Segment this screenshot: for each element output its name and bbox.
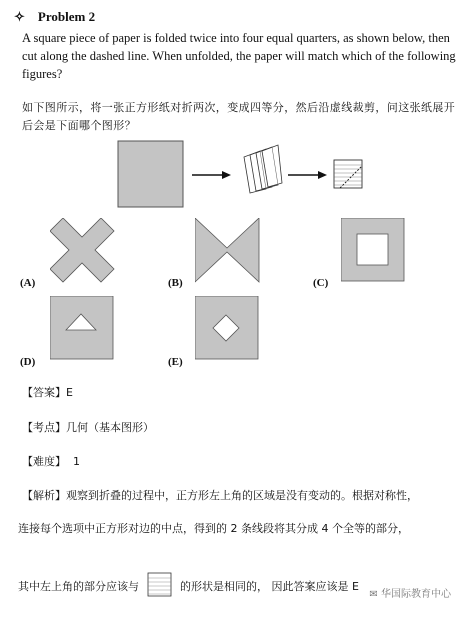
- arrow-icon: [192, 171, 231, 179]
- analysis-line-3: 其中左上角的部分应该与 的形状是相同的， 因此答案应该是 E: [18, 572, 359, 598]
- analysis-line-2: 连接每个选项中正方形对边的中点，得到的 2 条线段将其分成 4 个全等的部分，: [18, 522, 409, 535]
- option-d-figure[interactable]: [50, 296, 116, 362]
- option-d-label: (D): [20, 356, 36, 368]
- option-c-label: (C): [313, 277, 329, 289]
- problem-title: Problem 2: [37, 9, 96, 24]
- option-b-figure[interactable]: [195, 218, 265, 284]
- answer-section: [22, 384, 73, 400]
- folded-paper-icon: [244, 145, 282, 193]
- answer-value: E: [66, 386, 73, 399]
- option-a-figure[interactable]: [50, 218, 120, 284]
- option-c-figure[interactable]: [341, 218, 407, 284]
- quarter-square-dashed-icon: [334, 160, 362, 188]
- problem-text-english: A square piece of paper is folded twice into four equal quarters, as shown below, then cut along the dashed line. When unfolded, the paper will match which of the following figures?: [22, 31, 456, 81]
- difficulty-value: 1: [73, 455, 80, 468]
- problem-heading: [14, 9, 95, 25]
- option-b-label: (B): [168, 277, 183, 289]
- answer-label: 【答案】: [22, 386, 66, 399]
- topic-value: 几何（基本图形）: [66, 421, 154, 434]
- original-square: [118, 141, 183, 207]
- difficulty-label: 【难度】: [22, 455, 66, 468]
- option-e-figure[interactable]: [195, 296, 261, 362]
- diamond-icon: ✧: [14, 9, 25, 24]
- topic-label: 【考点】: [22, 421, 66, 434]
- option-e-label: (E): [168, 356, 183, 368]
- option-a-label: (A): [20, 277, 36, 289]
- analysis-line-1: 【解析】观察到折叠的过程中，正方形左上角的区域是没有变动的。根据对称性，: [22, 489, 418, 502]
- quarter-square-icon: [147, 572, 173, 598]
- watermark: ✉ 华国际教育中心: [369, 589, 451, 600]
- problem-text-chinese: 如下图所示，将一张正方形纸对折两次，变成四等分，然后沿虚线裁剪，问这张纸展开后会是下面哪个图形？: [22, 101, 456, 132]
- folding-process-figure: [110, 135, 390, 215]
- analysis-label: 【解析】: [22, 489, 66, 502]
- wechat-icon: ✉: [369, 589, 378, 600]
- difficulty-section: [22, 453, 80, 469]
- arrow-icon: [288, 171, 327, 179]
- topic-section: [22, 419, 154, 435]
